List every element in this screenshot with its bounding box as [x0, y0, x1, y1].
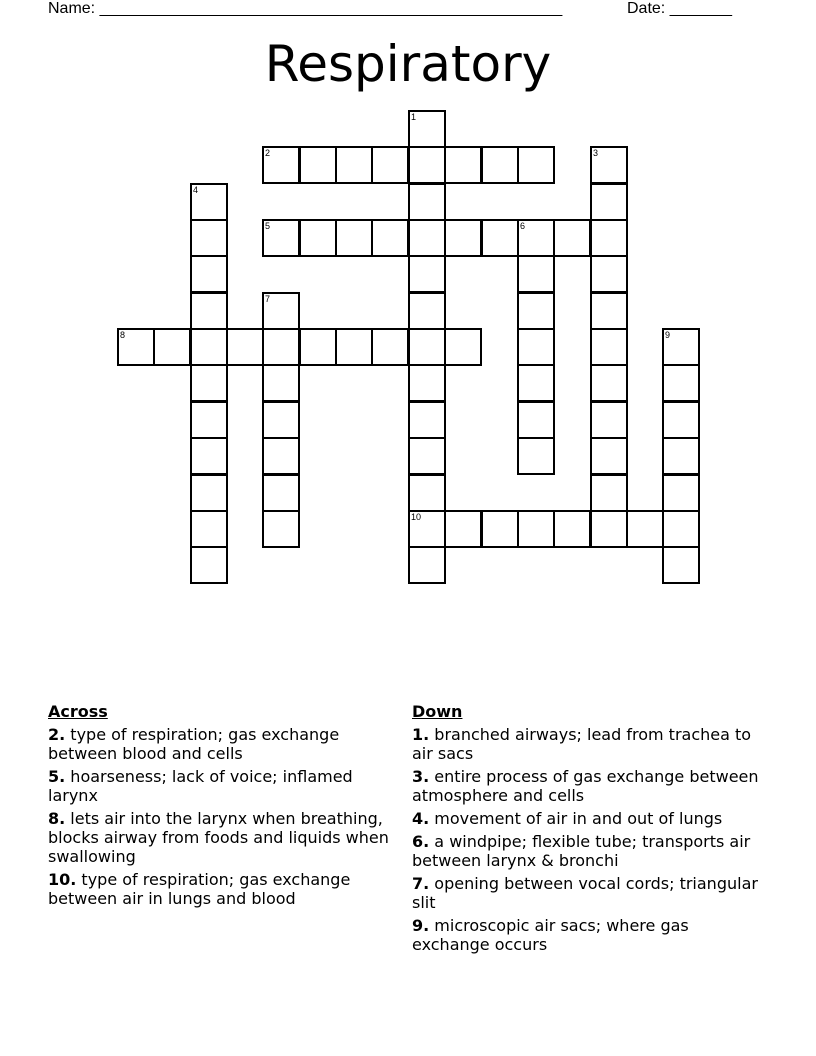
- crossword-cell[interactable]: [590, 364, 628, 402]
- crossword-cell[interactable]: [662, 328, 700, 366]
- crossword-cell[interactable]: [517, 437, 555, 475]
- crossword-cell[interactable]: [335, 219, 373, 257]
- down-clue: [412, 809, 768, 828]
- crossword-cell[interactable]: [408, 219, 446, 257]
- crossword-cell[interactable]: [408, 146, 446, 184]
- crossword-cell[interactable]: [517, 510, 555, 548]
- crossword-cell[interactable]: [408, 328, 446, 366]
- crossword-cell[interactable]: [371, 328, 409, 366]
- cell-number: 5: [265, 221, 271, 231]
- crossword-cell[interactable]: [553, 219, 591, 257]
- crossword-cell[interactable]: [371, 146, 409, 184]
- clue-number: 10.: [48, 870, 77, 889]
- crossword-cell[interactable]: [299, 219, 337, 257]
- crossword-cell[interactable]: [190, 328, 228, 366]
- clue-number: 5.: [48, 767, 66, 786]
- crossword-cell[interactable]: [517, 219, 555, 257]
- across-clue: [48, 870, 404, 908]
- across-clue: [48, 767, 404, 805]
- crossword-cell[interactable]: [590, 510, 628, 548]
- crossword-cell[interactable]: [590, 401, 628, 439]
- clue-number: 9.: [412, 916, 430, 935]
- crossword-cell[interactable]: [190, 364, 228, 402]
- across-clue-list: [48, 725, 404, 908]
- crossword-cell[interactable]: [299, 146, 337, 184]
- crossword-cell[interactable]: [190, 255, 228, 293]
- crossword-cell[interactable]: [262, 510, 300, 548]
- crossword-cell[interactable]: [190, 474, 228, 512]
- crossword-cell[interactable]: [517, 328, 555, 366]
- crossword-cell[interactable]: [262, 364, 300, 402]
- down-clue-list: [412, 725, 768, 954]
- cell-number: 6: [520, 221, 526, 231]
- cell-number: 7: [265, 294, 271, 304]
- crossword-cell[interactable]: [444, 510, 482, 548]
- crossword-cell[interactable]: [408, 474, 446, 512]
- date-field-label: Date: _______: [627, 0, 732, 17]
- clue-text: microscopic air sacs; where gas exchange occurs: [412, 916, 689, 954]
- crossword-cell[interactable]: [408, 510, 446, 548]
- crossword-cell[interactable]: [590, 183, 628, 221]
- cell-number: 10: [411, 512, 422, 522]
- crossword-cell[interactable]: [262, 328, 300, 366]
- cell-number: 3: [593, 148, 599, 158]
- clue-text: type of respiration; gas exchange between air in lungs and blood: [48, 870, 351, 908]
- crossword-cell[interactable]: [299, 328, 337, 366]
- page-title: Respiratory: [264, 35, 552, 93]
- crossword-cell[interactable]: [444, 146, 482, 184]
- crossword-cell[interactable]: [662, 546, 700, 584]
- crossword-cell[interactable]: [190, 546, 228, 584]
- crossword-cell[interactable]: [335, 146, 373, 184]
- crossword-cell[interactable]: [481, 510, 519, 548]
- cell-number: 8: [120, 330, 126, 340]
- down-clue: [412, 832, 768, 870]
- crossword-cell[interactable]: [190, 510, 228, 548]
- cell-number: 4: [193, 185, 199, 195]
- crossword-cell[interactable]: [190, 437, 228, 475]
- crossword-cell[interactable]: [590, 437, 628, 475]
- clue-number: 7.: [412, 874, 430, 893]
- clue-number: 3.: [412, 767, 430, 786]
- crossword-cell[interactable]: [590, 474, 628, 512]
- crossword-cell[interactable]: [226, 328, 264, 366]
- crossword-cell[interactable]: [190, 292, 228, 330]
- clue-text: lets air into the larynx when breathing, blocks airway from foods and liquids when swallowing: [48, 809, 389, 866]
- crossword-cell[interactable]: [262, 474, 300, 512]
- clue-text: a windpipe; flexible tube; transports air between larynx & bronchi: [412, 832, 751, 870]
- clue-number: 1.: [412, 725, 430, 744]
- crossword-cell[interactable]: [662, 510, 700, 548]
- crossword-cell[interactable]: [517, 146, 555, 184]
- crossword-cell[interactable]: [262, 292, 300, 330]
- crossword-cell[interactable]: [662, 437, 700, 475]
- crossword-cell[interactable]: [262, 146, 300, 184]
- crossword-cell[interactable]: [517, 401, 555, 439]
- crossword-cell[interactable]: [371, 219, 409, 257]
- down-clue: [412, 725, 768, 763]
- crossword-cell[interactable]: [190, 219, 228, 257]
- clue-number: 4.: [412, 809, 430, 828]
- crossword-cell[interactable]: [117, 328, 155, 366]
- across-clues: [48, 702, 404, 912]
- clue-number: 6.: [412, 832, 430, 851]
- crossword-cell[interactable]: [408, 183, 446, 221]
- crossword-cell[interactable]: [262, 401, 300, 439]
- crossword-cell[interactable]: [408, 401, 446, 439]
- clue-text: hoarseness; lack of voice; inflamed larynx: [48, 767, 353, 805]
- clue-text: opening between vocal cords; triangular slit: [412, 874, 758, 912]
- crossword-cell[interactable]: [590, 255, 628, 293]
- crossword-cell[interactable]: [481, 146, 519, 184]
- down-clue: [412, 916, 768, 954]
- clue-number: 8.: [48, 809, 66, 828]
- crossword-cell[interactable]: [517, 255, 555, 293]
- clue-text: entire process of gas exchange between atmosphere and cells: [412, 767, 759, 805]
- crossword-cell[interactable]: [662, 474, 700, 512]
- clue-text: type of respiration; gas exchange between blood and cells: [48, 725, 340, 763]
- clue-number: 2.: [48, 725, 66, 744]
- crossword-cell[interactable]: [190, 183, 228, 221]
- crossword-cell[interactable]: [408, 292, 446, 330]
- crossword-cell[interactable]: [662, 364, 700, 402]
- crossword-cell[interactable]: [481, 219, 519, 257]
- crossword-cell[interactable]: [408, 546, 446, 584]
- crossword-cell[interactable]: [408, 364, 446, 402]
- cell-number: 9: [665, 330, 671, 340]
- crossword-cell[interactable]: [590, 146, 628, 184]
- crossword-cell[interactable]: [590, 328, 628, 366]
- across-heading: Across: [48, 702, 108, 721]
- down-clue: [412, 874, 768, 912]
- crossword-cell[interactable]: [408, 110, 446, 148]
- crossword-cell[interactable]: [444, 219, 482, 257]
- clue-text: movement of air in and out of lungs: [429, 809, 723, 828]
- across-clue: [48, 809, 404, 866]
- crossword-cell[interactable]: [590, 219, 628, 257]
- crossword-cell[interactable]: [190, 401, 228, 439]
- crossword-cell[interactable]: [517, 364, 555, 402]
- crossword-cell[interactable]: [408, 437, 446, 475]
- crossword-cell[interactable]: [408, 255, 446, 293]
- crossword-cell[interactable]: [153, 328, 191, 366]
- crossword-cell[interactable]: [553, 510, 591, 548]
- down-clues: [412, 702, 768, 958]
- crossword-cell[interactable]: [262, 437, 300, 475]
- crossword-cell[interactable]: [626, 510, 664, 548]
- crossword-cell[interactable]: [590, 292, 628, 330]
- cell-number: 2: [265, 148, 271, 158]
- crossword-cell[interactable]: [517, 292, 555, 330]
- crossword-cell[interactable]: [335, 328, 373, 366]
- across-clue: [48, 725, 404, 763]
- clue-text: branched airways; lead from trachea to air sacs: [412, 725, 752, 763]
- crossword-cell[interactable]: [662, 401, 700, 439]
- crossword-cell[interactable]: [444, 328, 482, 366]
- name-field-label: Name: ____________________________________________________: [48, 0, 563, 17]
- down-clue: [412, 767, 768, 805]
- crossword-cell[interactable]: [262, 219, 300, 257]
- cell-number: 1: [411, 112, 417, 122]
- down-heading: Down: [412, 702, 463, 721]
